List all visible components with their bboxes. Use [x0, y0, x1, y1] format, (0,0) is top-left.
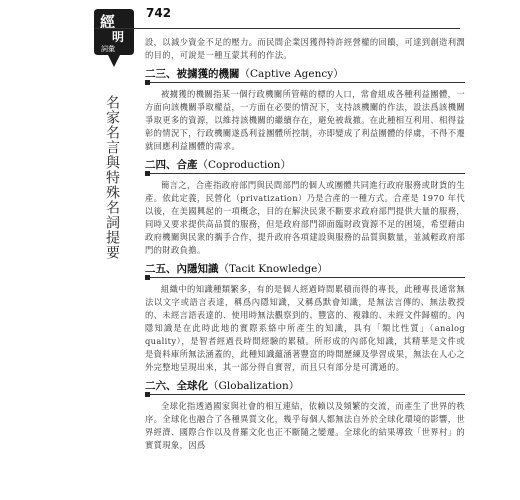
section-title: 二四、合產: [145, 159, 198, 171]
page-number: 742: [146, 6, 172, 20]
logo-char-2: 明: [112, 30, 125, 44]
header-rule: [95, 28, 460, 29]
rule-marker: [145, 392, 150, 397]
section-title-en: （Tacit Knowledge）: [218, 263, 328, 275]
logo-char-1: 經: [100, 13, 116, 31]
page-content: [145, 36, 465, 452]
running-title: 名家名言與特殊名詞提要: [104, 95, 120, 260]
rule-marker: [145, 80, 150, 85]
section-body: 組織中的知識種類繁多，有的是個人經過時間累積而得的專長，此種專長通常無法以文字或語言表達，稱爲內隱知識，又稱爲默會知識，是無法言傳的、無法教授的、未經言語表達的、使用時無法觀察到的、豐富的、複雜的、未經文件歸檔的。內隱知識是在此時此地的實際系絡中所產生的知識，具有「類比性質」（analog quality），是智者經過長時間經驗的累積。所形成的內部化知識，其精華是文件或是資料庫所無法涵蓋的，此種知識蘊涵著豐富的時間歷練及學習成果，無法在人心之外完整地呈現出來，其一部分得自實習，而且只有部分是可溝通的。: [145, 284, 465, 372]
section-title-en: （Captive Agency）: [239, 68, 344, 80]
section-body: 簡言之，合產指政府部門與民間部門的個人或團體共同進行政府服務或財貨的生產。依此定義，民營化（privatization）乃是合產的一種方式。合產是 1970 年代以後，在美國興起的一項概念，目的在解決民衆不斷要求政府部門提供大量的服務，同時又要求提供高品質的服務，但是政府部門卻面臨財政資源不足的困境，希望藉由政府機關與民衆的攜手合作，提升政府各項建設與服務的品質與數量，並減輕政府部門的財政負擔。: [145, 180, 465, 255]
section-title: 二六、全球化: [145, 380, 208, 392]
rule-marker: [145, 171, 150, 176]
section-title-en: （Globalization）: [208, 380, 300, 392]
book-logo: [92, 5, 136, 75]
section-heading: [145, 261, 465, 278]
section-title-en: （Coproduction）: [197, 159, 291, 171]
section-title: 二三、被擄獲的機關: [145, 68, 240, 80]
rule-marker: [145, 275, 150, 280]
section-heading: [145, 378, 465, 395]
logo-char-3: 詞彙: [101, 45, 115, 53]
section-body: 全球化指透過國家與社會的相互連結，依賴以及頻繁的交流，而產生了世界的秩序。全球化也融合了各種異質文化，幾乎每個人都無法自外於全球化環境的影響，世界經濟、國際合作以及普羅文化也正不斷隨之變遷。全球化的結果導致「世界村」的實質現象，因爲: [145, 401, 465, 450]
section-title: 二五、內隱知識: [145, 263, 219, 275]
section-heading: [145, 157, 465, 174]
section-body: 被擄獲的機關指某一個行政機關所管轄的標的人口，常會組成各種利益團體，一方面向該機關爭取權益，一方面在必要的情況下，支持該機關的作法，設法爲該機關爭取更多的資源，以維持該機關的繼續存在，避免被裁撤。在此種相互利用、相得益彰的情況下，行政機關遂爲利益團體所控制，亦即變成了利益團體的俘虜，不得不遷就回應利益團體的需求。: [145, 89, 465, 151]
intro-paragraph: 設，以減少資金不足的壓力。而民間企業因獲得特許經營權的回饋，可達到創造利潤的目的，可說是一種互蒙其利的作法。: [145, 37, 465, 60]
section-heading: [145, 66, 465, 83]
